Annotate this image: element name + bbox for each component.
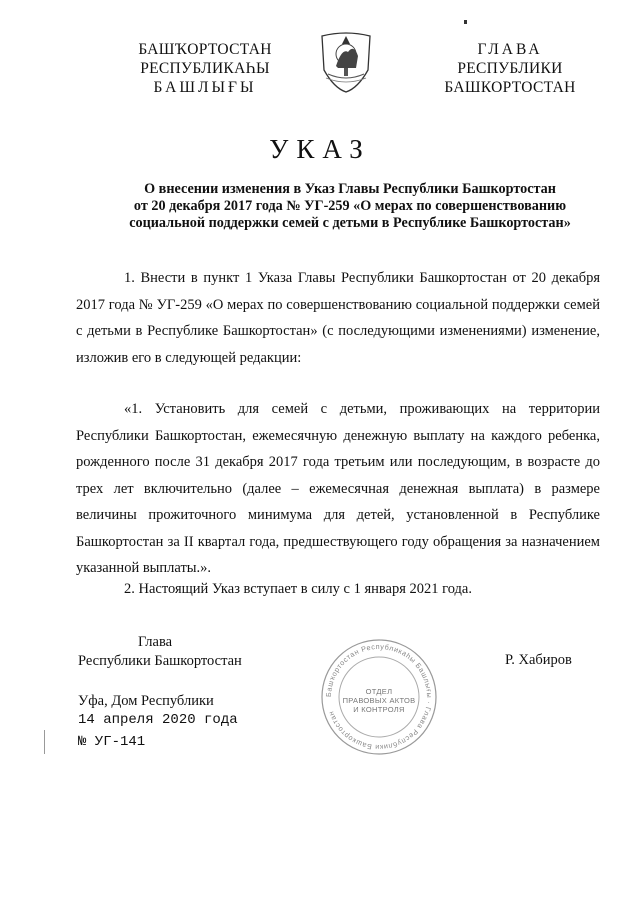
header-left [120,40,290,97]
signature-position-line2: Республики Башкортостан [78,653,242,669]
header-left-line3: БАШЛЫҒЫ [153,79,257,96]
bashkortostan-emblem-icon [318,30,374,94]
paragraph-1: 1. Внести в пункт 1 Указа Главы Республики Башкортостан от 20 декабря 2017 года № УГ-259 «О мерах по совершенствованию социальной поддержки семей с детьми в Республике Башкортостан» (с последующими изменениями) изменение, изложив его в следующей редакции: [76,270,600,366]
document-title: УКАЗ [269,134,371,164]
header-right-line1: ГЛАВА [477,41,543,58]
decree-number: № УГ-141 [78,734,146,750]
scan-margin-mark [44,730,45,754]
subject-line2: от 20 декабря 2017 года № УГ-259 «О мерах по совершенствованию [133,198,567,214]
stamp-ring-text: Башҡортостан Республикаһы Башлығы · Глава Республики Башкортостан [323,641,435,753]
signature-position-line1: Глава [138,634,173,650]
signing-place: Уфа, Дом Республики [78,693,214,709]
header-left-line2: РЕСПУБЛИКАҺЫ [140,60,270,77]
signing-date: 14 апреля 2020 года [78,712,238,728]
header-right-line2: РЕСПУБЛИКИ [457,60,563,77]
header-left-line1: БАШҠОРТОСТАН [138,41,272,58]
paragraph-1-new-text: «1. Установить для семей с детьми, проживающих на территории Республики Башкортостан, ежемесячную денежную выплату на каждого ребенка, рожденного после 31 декабря 2017 года третьим или последующим, в возрасте до трех лет включительно (далее – ежемесячная денежная выплата) в размере величины прожиточного минимума для детей, установленной в Республике Башкортостан за II квартал года, предшествующего году обращения за назначением указанной выплаты.». [76,401,600,576]
paragraph-2: 2. Настоящий Указ вступает в силу с 1 января 2021 года. [124,581,472,597]
subject-line3: социальной поддержки семей с детьми в Республике Башкортостан» [129,215,571,231]
stamp-inner-line2: ПРАВОВЫХ АКТОВ [342,696,416,705]
stamp-inner-text [320,687,438,714]
signer-name: Р. Хабиров [505,652,572,668]
header-right [430,40,590,97]
stamp-inner-line1: ОТДЕЛ [365,687,393,696]
document-subject [80,181,620,232]
header-right-line3: БАШКОРТОСТАН [444,79,576,96]
stamp-inner-line3: И КОНТРОЛЯ [353,705,405,714]
signature-position [78,633,278,671]
subject-line1: О внесении изменения в Указ Главы Республики Башкортостан [144,181,556,197]
scan-mark [464,20,467,24]
